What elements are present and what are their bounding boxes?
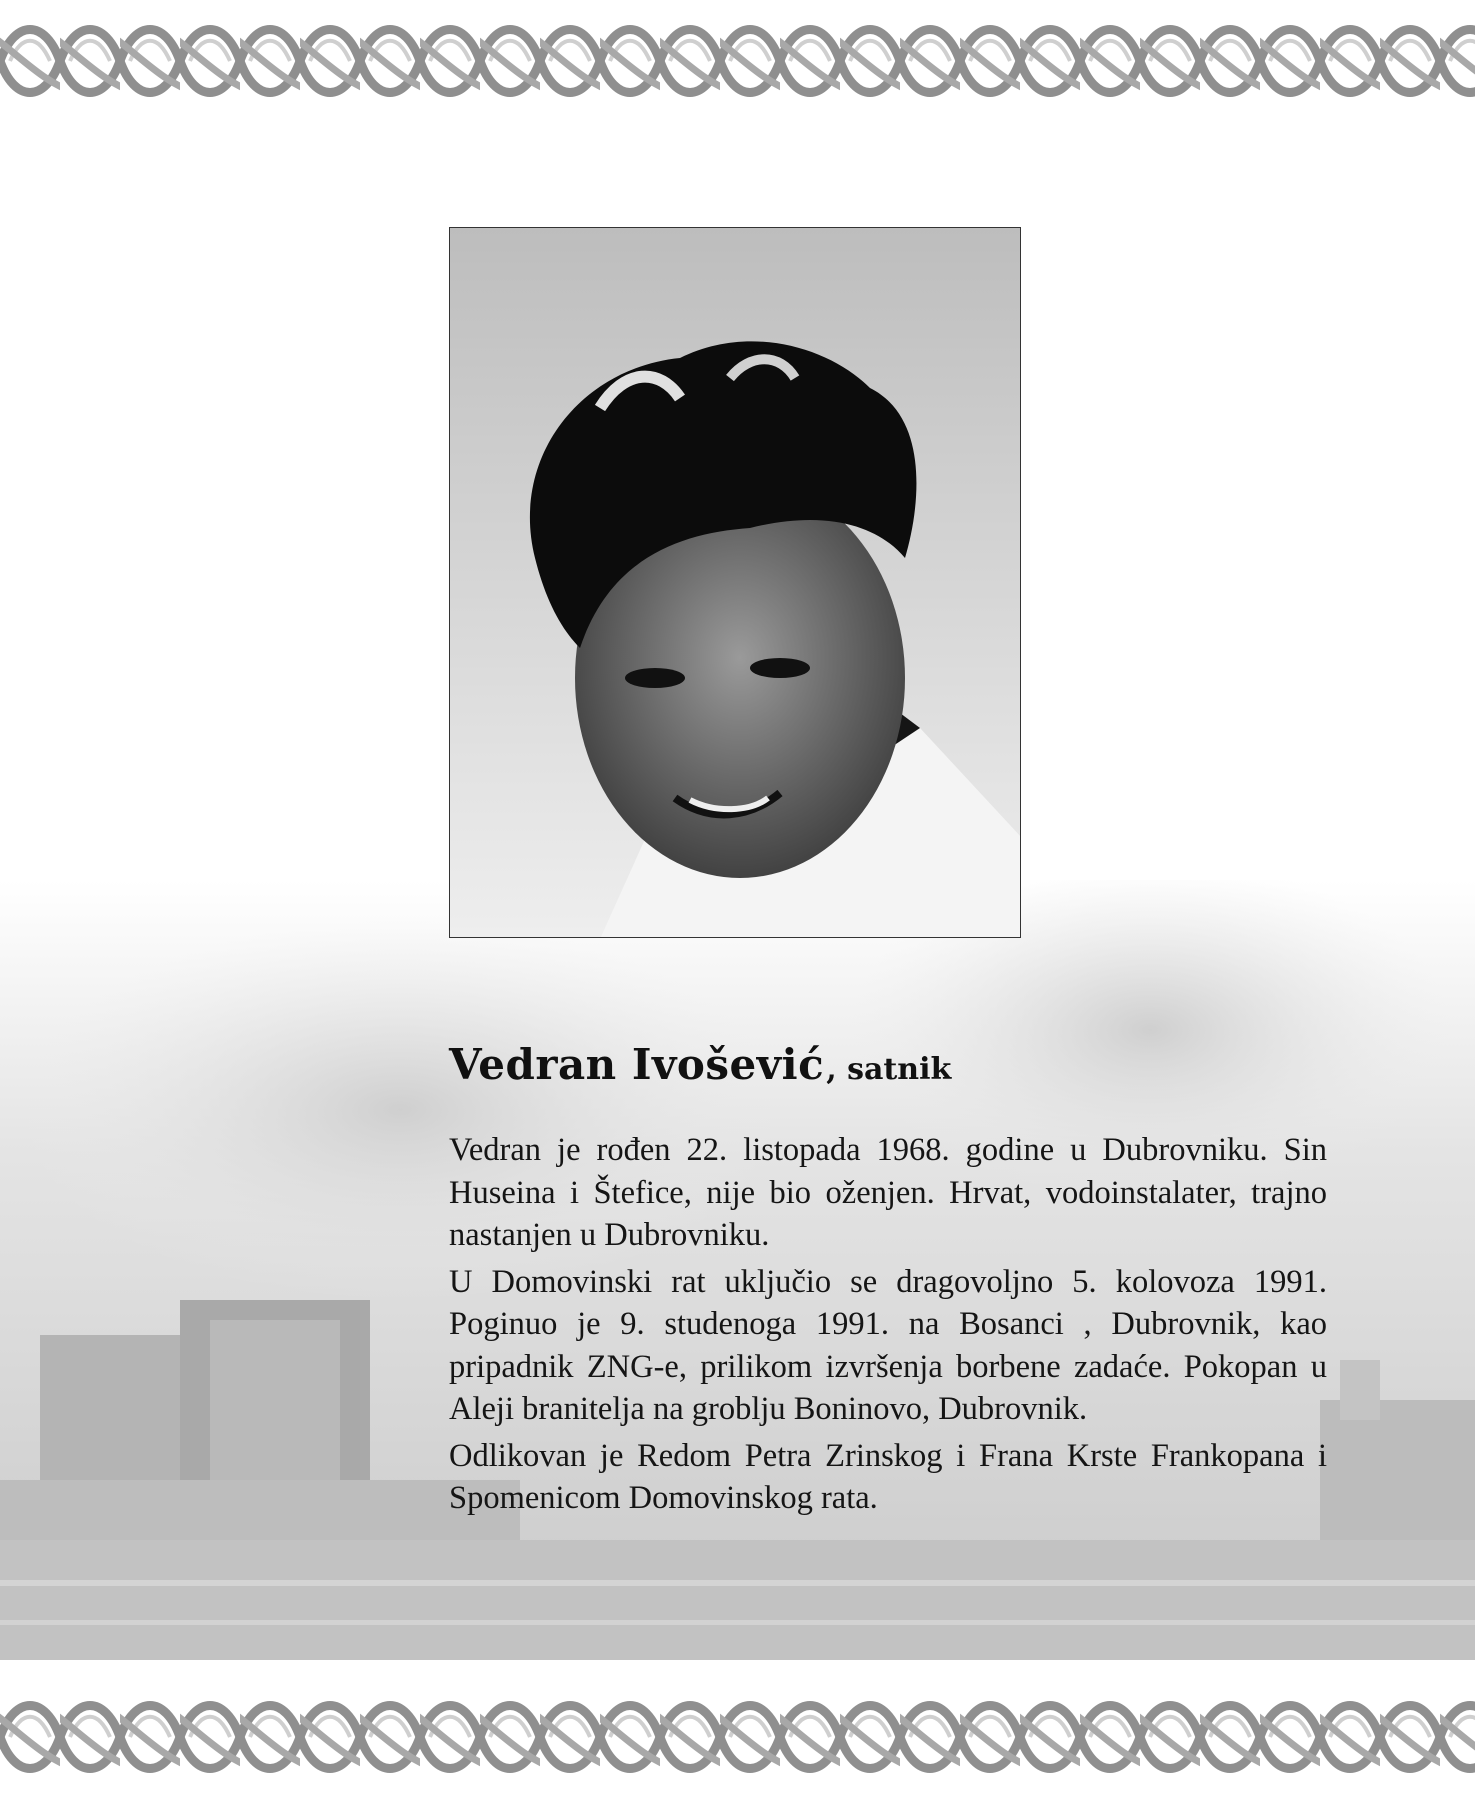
person-name: Vedran Ivošević [449, 1040, 825, 1089]
bio-paragraph-birth: Vedran je rođen 22. listopada 1968. godine u Dubrovniku. Sin Huseina i Štefice, nije bio oženjen. Hrvat, vodoinstalater, trajno nastanjen u Dubrovniku. [449, 1132, 1327, 1253]
bottom-ornamental-border [0, 1690, 1475, 1784]
bio-paragraph-decorations: Odlikovan je Redom Petra Zrinskog i Frana Krste Frankopana i Spomenicom Domovinskog rata. [449, 1437, 1327, 1516]
biography-text [449, 1129, 1327, 1524]
person-name-heading [449, 1040, 1349, 1089]
person-rank: , satnik [826, 1052, 952, 1087]
top-ornamental-border [0, 14, 1475, 108]
portrait-photo [449, 227, 1021, 938]
bio-paragraph-war: U Domovinski rat uključio se dragovoljno 5. kolovoza 1991. Poginuo je 9. studenoga 1991. na Bosanci , Dubrovnik, kao pripadnik ZNG-e, prilikom izvršenja borbene zadaće. Pokopan u Aleji branitelja na groblju Boninovo, Dubrovnik. [449, 1263, 1327, 1427]
